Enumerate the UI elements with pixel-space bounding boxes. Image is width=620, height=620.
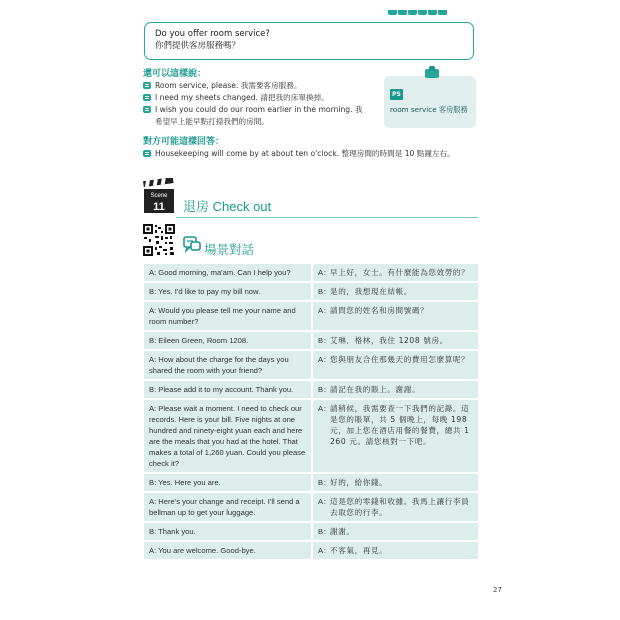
- alternatives-section: [143, 68, 368, 128]
- dialog-row: [144, 302, 478, 330]
- dialog-speaker: A：: [318, 404, 331, 413]
- dialog-zh: 請問您的姓名和房間號碼？: [330, 306, 429, 315]
- ps-note-card: [384, 76, 476, 128]
- dialog-zh-cell: [313, 351, 478, 379]
- question-en: Do you offer room service?: [155, 29, 270, 39]
- question-box: [144, 22, 474, 60]
- dialog-zh: 好的，給你錢。: [330, 478, 388, 487]
- dialog-en: B: Thank you.: [144, 523, 313, 540]
- speech-bubble-icon: [143, 106, 151, 113]
- alternative-item: I need my sheets changed. 請把我的床單換掉。: [143, 92, 368, 104]
- dialog-speaker: B：: [318, 287, 331, 296]
- dialog-row: [144, 400, 478, 472]
- alternative-item: Room service, please. 我需要客房服務。: [143, 80, 368, 92]
- dialog-speaker: A：: [318, 268, 331, 277]
- dialog-zh-cell: [313, 283, 478, 300]
- ps-badge: PS: [390, 89, 403, 100]
- dialog-row: [144, 332, 478, 349]
- dialog-speaker: B：: [318, 527, 331, 536]
- dialog-zh-cell: [313, 474, 478, 491]
- dialog-en: B: Yes. Here you are.: [144, 474, 313, 491]
- dialog-speaker: A：: [318, 306, 331, 315]
- dialog-en: A: Here's your change and receipt. I'll send a bellman up to get your luggage.: [144, 493, 313, 521]
- dialog-speaker: B：: [318, 478, 331, 487]
- dialog-zh-cell: [313, 400, 478, 472]
- dialog-zh-cell: [313, 264, 478, 281]
- dialog-zh-cell: [313, 542, 478, 559]
- dialog-row: [144, 351, 478, 379]
- dialog-en: A: Would you please tell me your name and room number?: [144, 302, 313, 330]
- clapperboard-icon: [143, 178, 175, 214]
- dialog-en: A: Good morning, ma'am. Can I help you?: [144, 264, 313, 281]
- dialog-section-title: 場景對話: [204, 242, 255, 257]
- dialog-row: [144, 474, 478, 491]
- dialog-row: [144, 283, 478, 300]
- speech-bubble-icon: [143, 82, 151, 89]
- dialog-en: A: How about the charge for the days you shared the room with your friend?: [144, 351, 313, 379]
- scene-label: Scene: [150, 193, 168, 199]
- dialog-zh: 請稍候，我需要查一下我們的記錄。這是您的賬單，共 5 個晚上，每晚 198 元，加上您在酒店用餐的餐費，總共 1 260 元。請您核對一下吧。: [330, 404, 470, 446]
- dialog-zh: 是的，我想現在結帳。: [330, 287, 412, 296]
- reply-item: Housekeeping will come by at about ten o'clock. 整理房間的時間是 10 點鐘左右。: [143, 148, 473, 160]
- speech-bubble-icon: [143, 94, 151, 101]
- dialog-en: B: Yes. I'd like to pay my bill now.: [144, 283, 313, 300]
- alternative-item: I wish you could do our room earlier in the morning. 我希望早上能早點打掃我們的房間。: [143, 104, 368, 128]
- dialog-zh: 您與朋友合住那幾天的費用怎麼算呢？: [330, 355, 470, 364]
- dialog-row: [144, 493, 478, 521]
- dialog-zh-cell: [313, 381, 478, 398]
- dialog-en: A: Please wait a moment. I need to check our records. Here is your bill. Five nights at one hundred and ninety-eight yuan each and here are the meals that you had at the hotel. That makes a total of 1,260 yuan. Could you please check it?: [144, 400, 313, 472]
- alternatives-label: 還可以這樣說：: [143, 69, 207, 79]
- dialog-zh-cell: [313, 332, 478, 349]
- replies-section: [143, 136, 473, 160]
- dialog-row: [144, 264, 478, 281]
- dialog-zh: 艾琳．格林，我住 1208 號房。: [330, 336, 448, 345]
- top-decoration: [388, 0, 458, 5]
- dialog-speaker: B：: [318, 385, 331, 394]
- chat-dialog-icon: [183, 236, 201, 254]
- qr-code-icon[interactable]: [143, 224, 175, 256]
- dialog-zh-cell: [313, 523, 478, 540]
- ps-note-text: room service 客房服務: [390, 105, 468, 114]
- dialog-speaker: A：: [318, 546, 331, 555]
- dialog-row: [144, 381, 478, 398]
- divider: [176, 217, 478, 218]
- dialog-en: A: You are welcome. Good-bye.: [144, 542, 313, 559]
- question-zh: 你們提供客房服務嗎？: [155, 41, 241, 51]
- dialog-zh: 不客氣，再見。: [330, 546, 388, 555]
- dialog-speaker: B：: [318, 336, 331, 345]
- replies-label: 對方可能這樣回答：: [143, 137, 225, 147]
- dialog-speaker: A：: [318, 355, 331, 364]
- dialog-zh: 這是您的零錢和收據。我馬上讓行李員去取您的行李。: [330, 497, 470, 517]
- clipboard-clip-icon: [424, 66, 440, 78]
- speech-bubble-icon: [143, 150, 151, 157]
- dialog-zh: 請記在我的賬上。謝謝。: [330, 385, 421, 394]
- page-number: 27: [493, 586, 502, 594]
- dialog-speaker: A：: [318, 497, 331, 506]
- dialog-row: [144, 523, 478, 540]
- dialog-zh: 早上好，女士。有什麼能為您效勞的？: [330, 268, 470, 277]
- dialog-row: [144, 542, 478, 559]
- scene-number: 11: [153, 201, 165, 213]
- dialog-zh-cell: [313, 302, 478, 330]
- scene-title: 退房 Check out: [183, 199, 272, 214]
- dialog-zh-cell: [313, 493, 478, 521]
- dialog-zh: 謝謝。: [330, 527, 355, 536]
- dialog-en: B: Eileen Green, Room 1208.: [144, 332, 313, 349]
- dialog-table: [144, 262, 478, 561]
- dialog-en: B: Please add it to my account. Thank you.: [144, 381, 313, 398]
